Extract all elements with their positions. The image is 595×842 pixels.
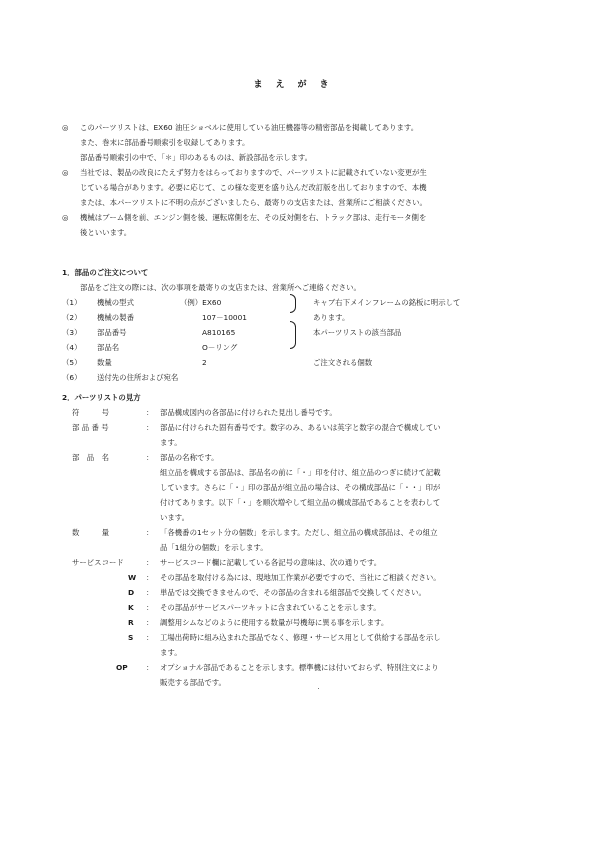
term-label: 符 号 bbox=[72, 408, 109, 417]
code-desc: ます。 bbox=[160, 648, 182, 657]
colon-mark: ： bbox=[146, 573, 154, 582]
code-label: W bbox=[128, 573, 137, 582]
term-desc: 「各機番の1セット分の個数」を示します。ただし、組立品の構成部品は、その組立 bbox=[160, 528, 438, 537]
colon-mark: ： bbox=[146, 453, 154, 462]
row-value: 2 bbox=[202, 358, 207, 367]
row-label: 送付先の住所および宛名 bbox=[97, 373, 179, 382]
row-note: 本パーツリストの該当部品 bbox=[313, 328, 402, 337]
colon-mark: ： bbox=[146, 558, 154, 567]
row-value: O－リング bbox=[202, 343, 238, 352]
row-label: 機械の製番 bbox=[97, 313, 134, 322]
intro-line: 当社では、製品の改良にたえず努力をはらっておりますので、パーツリストに記載されていない変更が生 bbox=[80, 168, 427, 177]
code-label: D bbox=[128, 588, 135, 597]
term-desc: 組立品を構成する部品は、部品名の前に「・」印を付け、組立品のつぎに続けて記載 bbox=[160, 468, 441, 477]
code-desc: 調整用シムなどのように使用する数量が号機毎に異る事を示します。 bbox=[160, 618, 389, 627]
page-title: まえがき bbox=[253, 80, 342, 90]
code-label: S bbox=[128, 633, 134, 642]
row-label: 部品名 bbox=[97, 343, 120, 352]
scan-speck bbox=[318, 688, 319, 689]
colon-mark: ： bbox=[146, 528, 154, 537]
intro-line: じている場合があります。必要に応じて、この様な変更を盛り込んだ改訂版を出しておりますので、本機 bbox=[80, 183, 427, 192]
colon-mark: ： bbox=[146, 663, 154, 672]
term-desc: しています。さらに「・」印の部品が組立品の場合は、その構成部品に「・・」印が bbox=[160, 483, 441, 492]
term-desc: 部品に付けられた固有番号です。数字のみ、あるいは英字と数字の混合で構成してい bbox=[160, 423, 441, 432]
colon-mark: ： bbox=[146, 588, 154, 597]
bullet-mark: ◎ bbox=[62, 123, 69, 132]
code-desc: その部品がサービスパーツキットに含まれていることを示します。 bbox=[160, 603, 381, 612]
term-label: 部 品 名 bbox=[72, 453, 109, 462]
row-value: （例）EX60 bbox=[180, 298, 222, 307]
row-value: A810165 bbox=[202, 328, 236, 337]
term-desc: 付けてあります。以下「・」を順次増やして組立品の構成部品であることを表わして bbox=[160, 498, 441, 507]
term-label: サービスコード bbox=[72, 558, 124, 567]
code-label: R bbox=[128, 618, 134, 627]
row-label: 数量 bbox=[97, 358, 112, 367]
term-desc: ます。 bbox=[160, 438, 182, 447]
row-value: 107－10001 bbox=[202, 313, 248, 322]
term-label: 部 品 番 号 bbox=[72, 423, 109, 432]
intro-line: 後といいます。 bbox=[80, 228, 132, 237]
section-heading: 2．パーツリストの見方 bbox=[62, 393, 141, 402]
row-label: 機械の型式 bbox=[97, 298, 134, 307]
row-number: （3） bbox=[62, 328, 82, 337]
code-desc: 販売する部品です。 bbox=[160, 678, 226, 687]
row-number: （6） bbox=[62, 373, 82, 382]
term-desc: 部品の名称です。 bbox=[160, 453, 219, 462]
intro-line: 部品番号順索引の中で、「＊」印のあるものは、新設部品を示します。 bbox=[80, 153, 313, 162]
brace-mark bbox=[290, 294, 296, 313]
brace-mark bbox=[290, 321, 296, 349]
intro-line: または、本パーツリストに不明の点がございましたら、最寄りの支店または、営業所にご相談ください。 bbox=[80, 198, 427, 207]
row-number: （2） bbox=[62, 313, 82, 322]
intro-line: このパーツリストは、EX60 油圧ショベルに使用している油圧機器等の精密部品を掲載してあります。 bbox=[80, 123, 419, 132]
row-number: （1） bbox=[62, 298, 82, 307]
code-desc: 工場出荷時に組み込まれた部品でなく、修理・サービス用として供給する部品を示し bbox=[160, 633, 441, 642]
code-desc: その部品を取付ける為には、現地加工作業が必要ですので、当社にご相談ください。 bbox=[160, 573, 441, 582]
code-label: OP bbox=[116, 663, 128, 672]
bullet-mark: ◎ bbox=[62, 168, 69, 177]
colon-mark: ： bbox=[146, 603, 154, 612]
bullet-mark: ◎ bbox=[62, 213, 69, 222]
row-label: 部品番号 bbox=[97, 328, 127, 337]
row-number: （4） bbox=[62, 343, 82, 352]
colon-mark: ： bbox=[146, 633, 154, 642]
section-intro: 部品をご注文の際には、次の事項を最寄りの支店または、営業所へご連絡ください。 bbox=[80, 283, 361, 292]
row-note: キャブ右下メインフレームの銘板に明示して bbox=[313, 298, 461, 307]
colon-mark: ： bbox=[146, 618, 154, 627]
row-note: ご注文される個数 bbox=[313, 358, 373, 367]
term-desc: 部品構成図内の各部品に付けられた見出し番号です。 bbox=[160, 408, 337, 417]
code-label: K bbox=[128, 603, 134, 612]
section-heading: 1．部品のご注文について bbox=[62, 268, 149, 277]
code-desc: 単品では交換できませんので、その部品の含まれる組部品で交換してください。 bbox=[160, 588, 426, 597]
row-note: あります。 bbox=[313, 313, 350, 322]
term-desc: 品「1組分の個数」を示します。 bbox=[160, 543, 268, 552]
term-desc: います。 bbox=[160, 513, 189, 522]
intro-line: また、巻末に部品番号順索引を収録してあります。 bbox=[80, 138, 250, 147]
code-desc: オプショナル部品であることを示します。標準機には付いておらず、特別注文により bbox=[160, 663, 439, 672]
term-desc: サービスコード欄に記載している各記号の意味は、次の通りです。 bbox=[160, 558, 382, 567]
colon-mark: ： bbox=[146, 423, 154, 432]
row-number: （5） bbox=[62, 358, 82, 367]
term-label: 数 量 bbox=[72, 528, 109, 537]
colon-mark: ： bbox=[146, 408, 154, 417]
intro-line: 機械はブーム側を前、エンジン側を後、運転席側を左、その反対側を右、トラック部は、走行モータ側を bbox=[80, 213, 427, 222]
